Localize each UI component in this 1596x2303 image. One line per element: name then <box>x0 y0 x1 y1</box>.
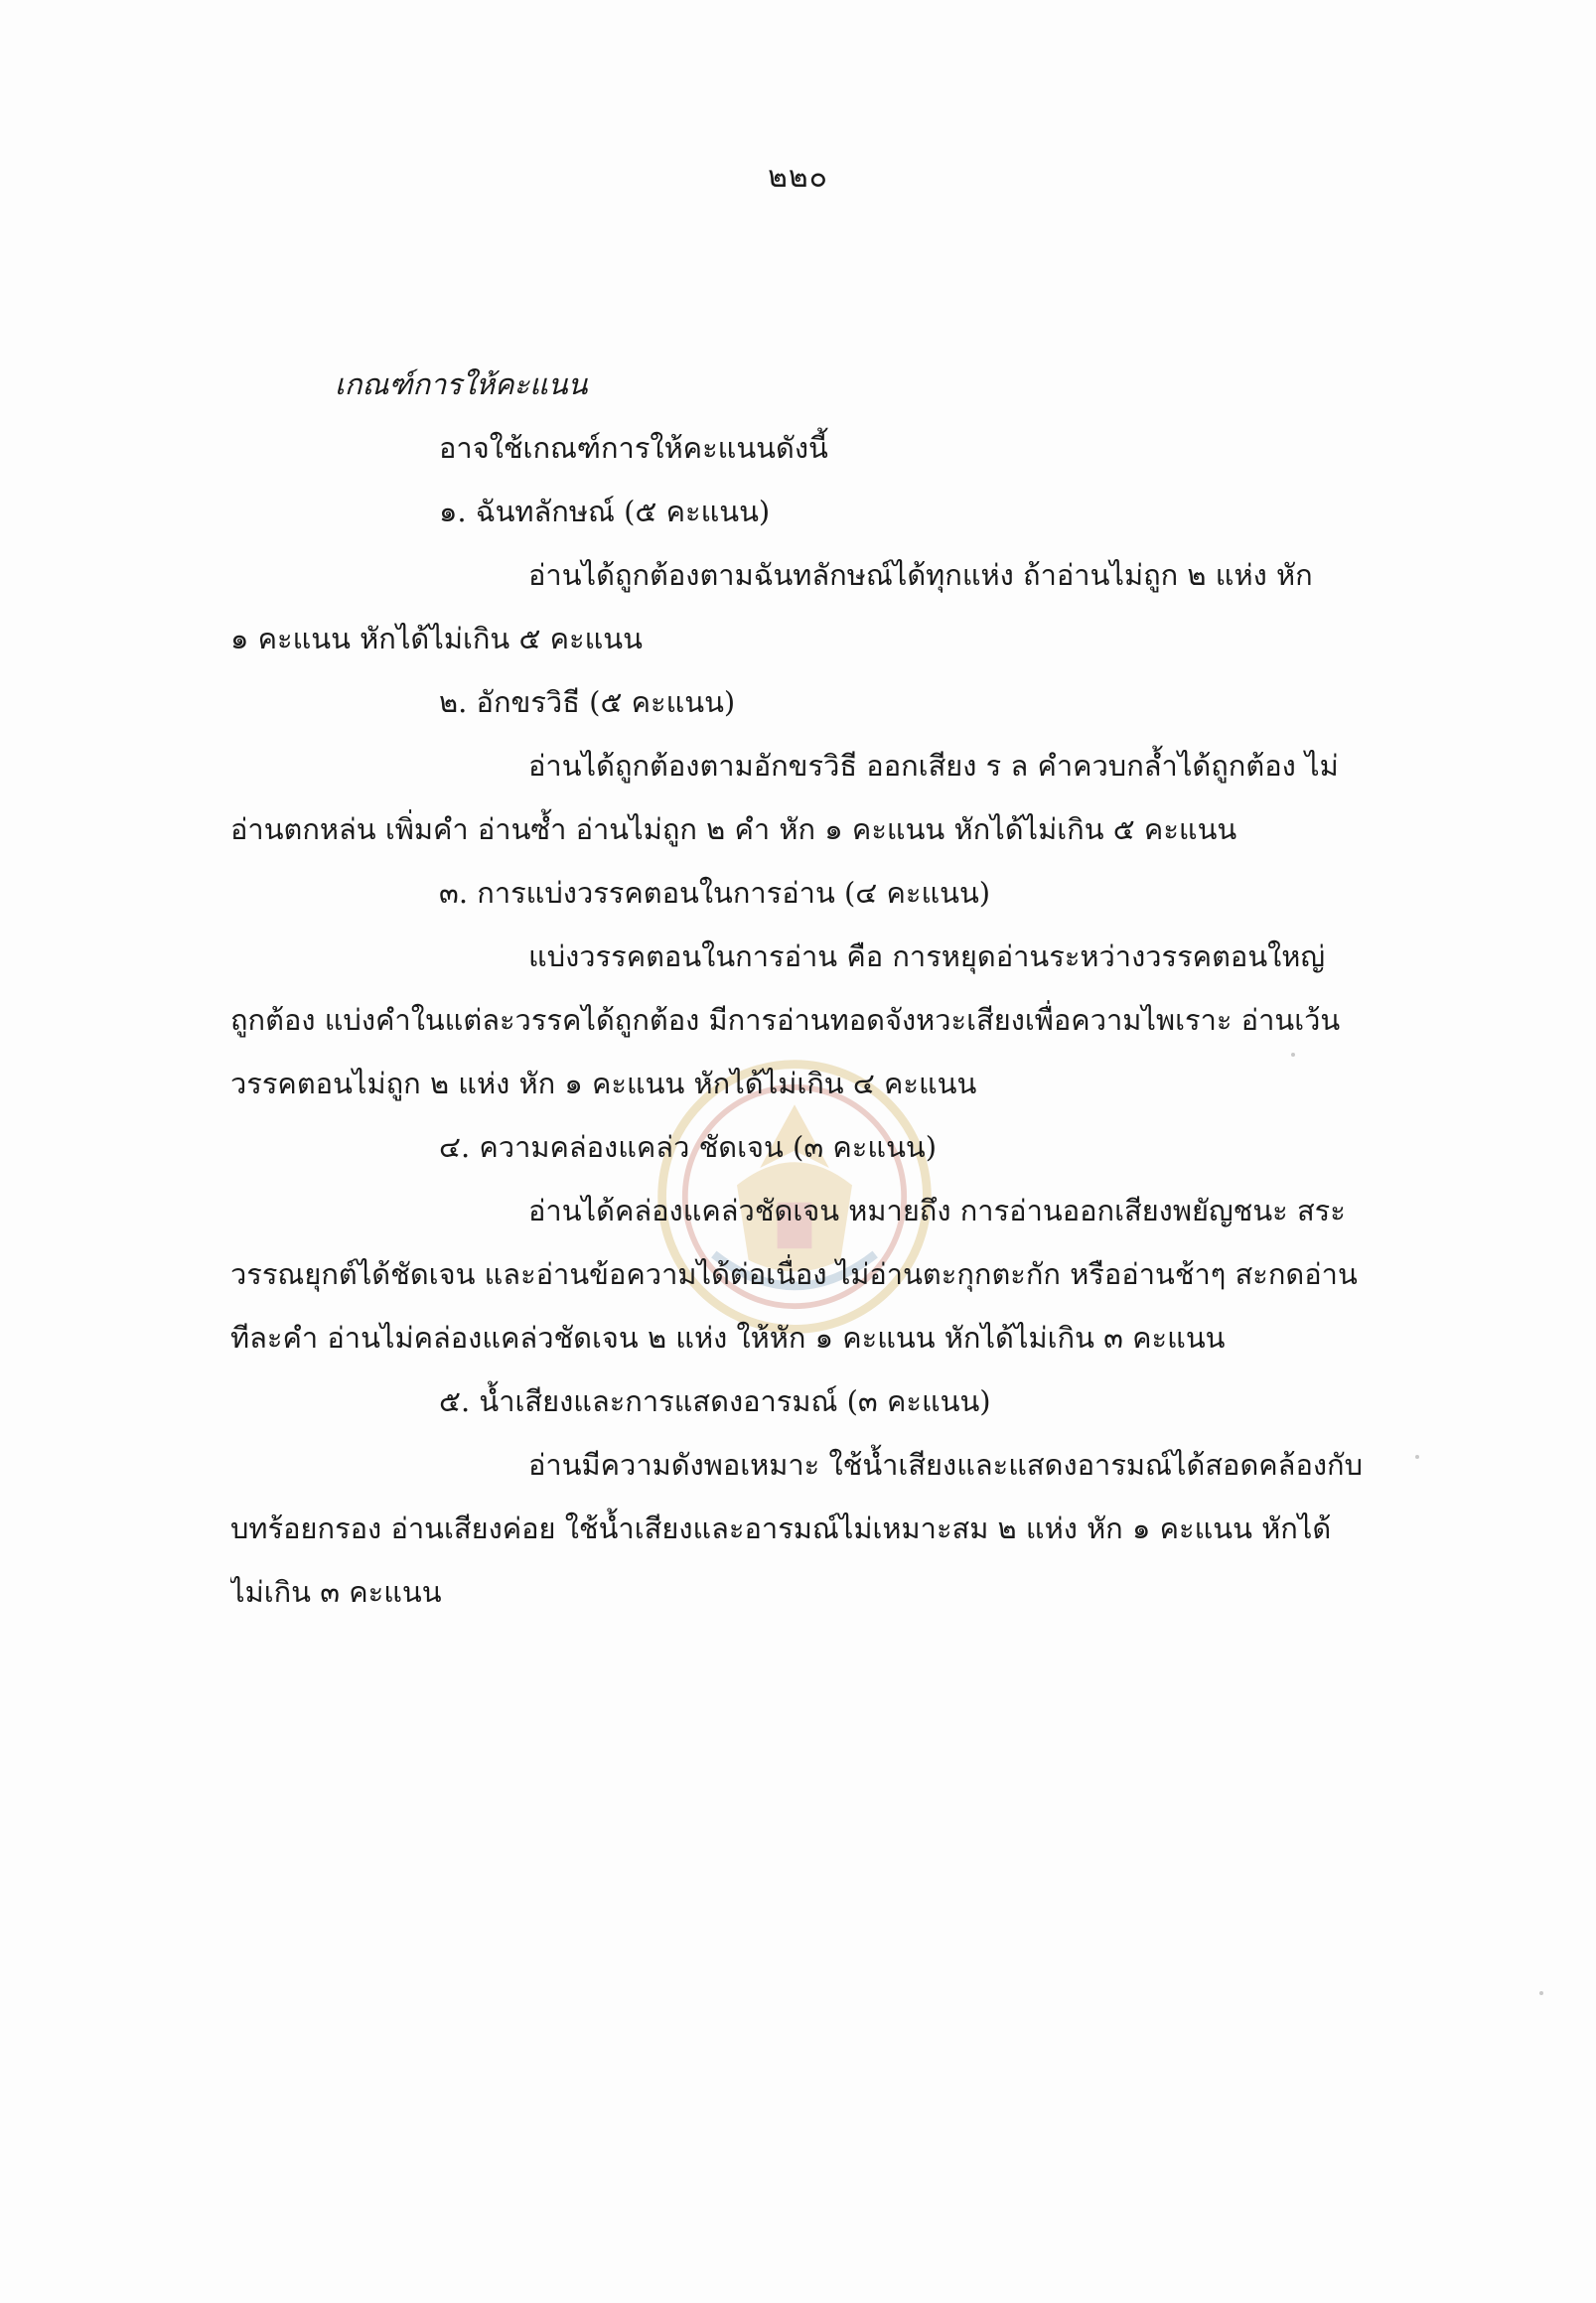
criterion-title: ๕. น้ำเสียงและการแสดงอารมณ์ (๓ คะแนน) <box>439 1384 991 1418</box>
criterion-3 <box>230 861 1363 1115</box>
page-number: ๒๒๐ <box>768 160 828 195</box>
criterion-2 <box>230 670 1363 861</box>
criterion-text-line: อ่านได้ถูกต้องตามอักขรวิธี ออกเสียง ร ล คำควบกล้ำได้ถูกต้อง ไม่ <box>528 749 1339 783</box>
criterion-title: ๔. ความคล่องแคล่ว ชัดเจน (๓ คะแนน) <box>439 1130 938 1164</box>
criterion-text-line: อ่านได้ถูกต้องตามฉันทลักษณ์ได้ทุกแห่ง ถ้าอ่านไม่ถูก ๒ แห่ง หัก <box>528 558 1313 592</box>
criterion-text-line: อ่านตกหล่น เพิ่มคำ อ่านซ้ำ อ่านไม่ถูก ๒ คำ หัก ๑ คะแนน หักได้ไม่เกิน ๕ คะแนน <box>230 812 1237 846</box>
criterion-1 <box>230 480 1363 670</box>
criterion-title: ๒. อักขรวิธี (๕ คะแนน) <box>439 685 736 719</box>
scan-speck <box>1415 1455 1419 1459</box>
criterion-text-line: ทีละคำ อ่านไม่คล่องแคล่วชัดเจน ๒ แห่ง ให้หัก ๑ คะแนน หักได้ไม่เกิน ๓ คะแนน <box>230 1321 1226 1355</box>
criterion-title: ๑. ฉันทลักษณ์ (๕ คะแนน) <box>439 495 771 528</box>
criterion-text-line: อ่านมีความดังพอเหมาะ ใช้น้ำเสียงและแสดงอารมณ์ได้สอดคล้องกับ <box>528 1448 1363 1482</box>
criterion-text-line: วรรคตอนไม่ถูก ๒ แห่ง หัก ๑ คะแนน หักได้ไม่เกิน ๔ คะแนน <box>230 1067 977 1100</box>
section-heading: เกณฑ์การให้คะแนน <box>335 367 588 401</box>
criterion-text-line: บทร้อยกรอง อ่านเสียงค่อย ใช้น้ำเสียงและอารมณ์ไม่เหมาะสม ๒ แห่ง หัก ๑ คะแนน หักได้ <box>230 1511 1332 1545</box>
criterion-5 <box>230 1369 1363 1624</box>
criterion-text-line: ไม่เกิน ๓ คะแนน <box>230 1575 442 1609</box>
scan-speck <box>1291 1053 1295 1057</box>
criterion-text-line: ๑ คะแนน หักได้ไม่เกิน ๕ คะแนน <box>230 622 643 655</box>
criteria-content <box>230 353 1363 1624</box>
intro-text: อาจใช้เกณฑ์การให้คะแนนดังนี้ <box>439 431 828 465</box>
criterion-title: ๓. การแบ่งวรรคตอนในการอ่าน (๔ คะแนน) <box>439 876 991 910</box>
criterion-text-line: อ่านได้คล่องแคล่วชัดเจน หมายถึง การอ่านออกเสียงพยัญชนะ สระ <box>528 1194 1346 1227</box>
criterion-4 <box>230 1115 1363 1369</box>
scan-speck <box>1539 1991 1543 1995</box>
criterion-text-line: แบ่งวรรคตอนในการอ่าน คือ การหยุดอ่านระหว่างวรรคตอนใหญ่ <box>528 939 1326 973</box>
criterion-text-line: ถูกต้อง แบ่งคำในแต่ละวรรคได้ถูกต้อง มีการอ่านทอดจังหวะเสียงเพื่อความไพเราะ อ่านเว้น <box>230 1003 1341 1037</box>
criterion-text-line: วรรณยุกต์ได้ชัดเจน และอ่านข้อความได้ต่อเนื่อง ไม่อ่านตะกุกตะกัก หรืออ่านช้าๆ สะกดอ่าน <box>230 1257 1358 1291</box>
